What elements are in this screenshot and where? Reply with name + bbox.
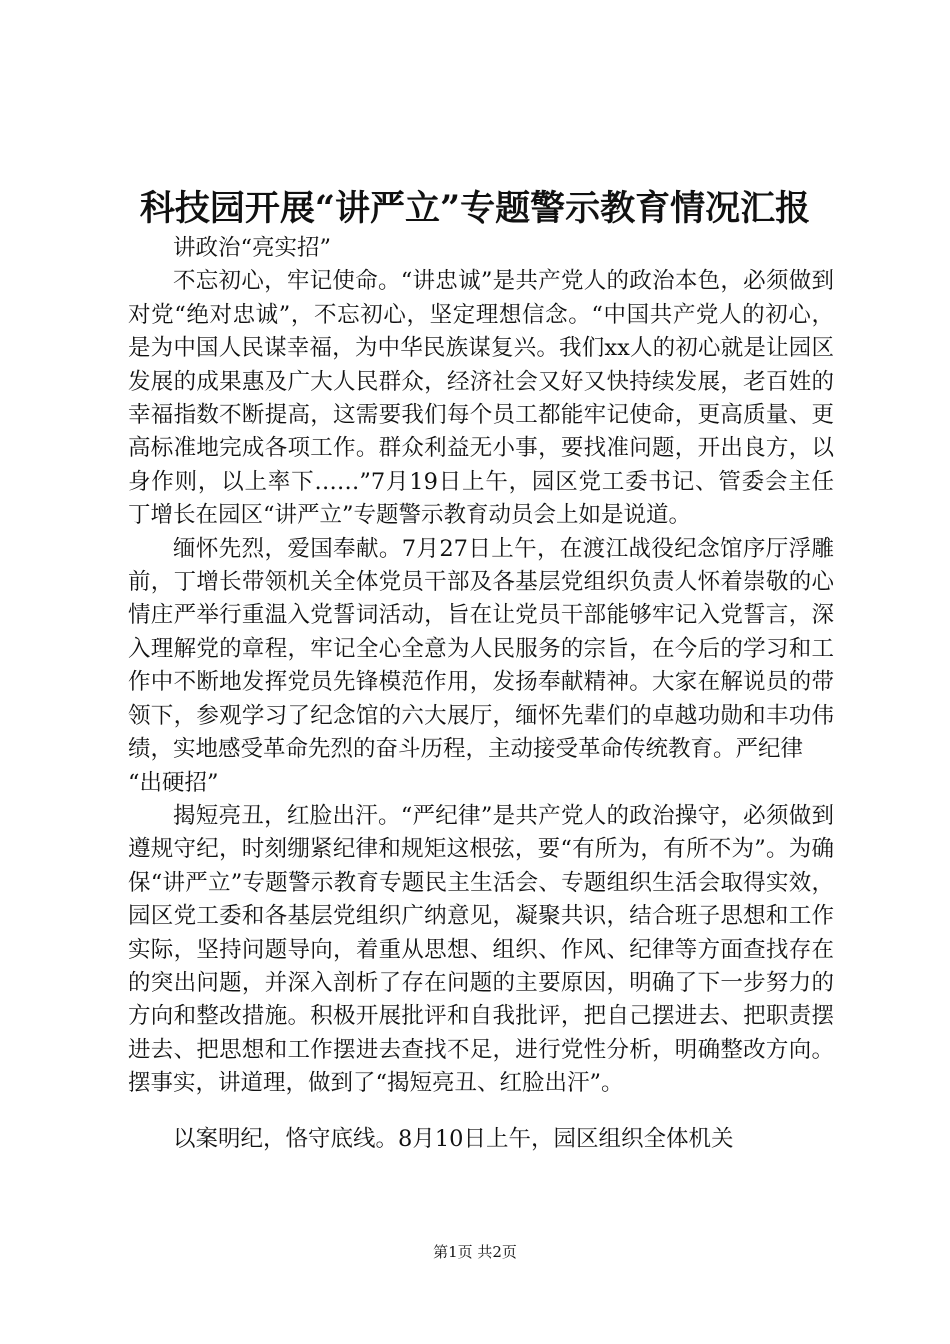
- section-heading-politics: 讲政治“亮实招”: [173, 235, 332, 261]
- paragraph-self-criticism: 揭短亮丑，红脸出汗。“严纪律”是共产党人的政治操守，必须做到遵规守纪，时刻绷紧纪律和规矩这根弦，要“有所为，有所不为”。为确保“讲严立”专题警示教育专题民主生活会、专题组织生活会取得实效，园区党工委和各基层党组织广纳意见，凝聚共识，结合班子思想和工作实际，坚持问题导向，着重从思想、组织、作风、纪律等方面查找存在的突出问题，并深入剖析了存在问题的主要原因，明确了下一步努力的方向和整改措施。积极开展批评和自我批评，把自己摆进去、把职责摆进去、把思想和工作摆进去查找不足，进行党性分析，明确整改方向。摆事实，讲道理，做到了“揭短亮丑、红脸出汗”。: [128, 802, 834, 1097]
- section-heading-discipline: “出硬招”: [128, 769, 219, 796]
- paragraph-martyrs: 缅怀先烈，爱国奉献。7月27日上午，在渡江战役纪念馆序厅浮雕前，丁增长带领机关全体党员干部及各基层党组织负责人怀着崇敬的心情庄严举行重温入党誓词活动，旨在让党员干部能够牢记入党誓言，深入理解党的章程，牢记全心全意为人民服务的宗旨，在今后的学习和工作中不断地发挥党员先锋模范作用，发扬奉献精神。大家在解说员的带领下，参观学习了纪念馆的六大展厅，缅怀先辈们的卓越功勋和丰功伟绩，实地感受革命先烈的奋斗历程，主动接受革命传统教育。严纪律: [128, 535, 834, 763]
- paragraph-case-discipline: 以案明纪，恪守底线。8月10日上午，园区组织全体机关: [173, 1125, 734, 1152]
- document-body: [128, 232, 834, 1156]
- page-number: 第1页 共2页: [433, 1243, 517, 1261]
- paragraph-original-mission: 不忘初心，牢记使命。“讲忠诚”是共产党人的政治本色，必须做到对党“绝对忠诚”，不忘初心，坚定理想信念。“中国共产党人的初心，是为中国人民谋幸福，为中华民族谋复兴。我们xx人的初心就是让园区发展的成果惠及广大人民群众，经济社会又好又快持续发展，老百姓的幸福指数不断提高，这需要我们每个员工都能牢记使命，更高质量、更高标准地完成各项工作。群众利益无小事，要找准问题，开出良方，以身作则，以上率下……”7月19日上午，园区党工委书记、管委会主任丁增长在园区“讲严立”专题警示教育动员会上如是说道。: [128, 268, 834, 529]
- document-title: 科技园开展“讲严立”专题警示教育情况汇报: [139, 188, 811, 229]
